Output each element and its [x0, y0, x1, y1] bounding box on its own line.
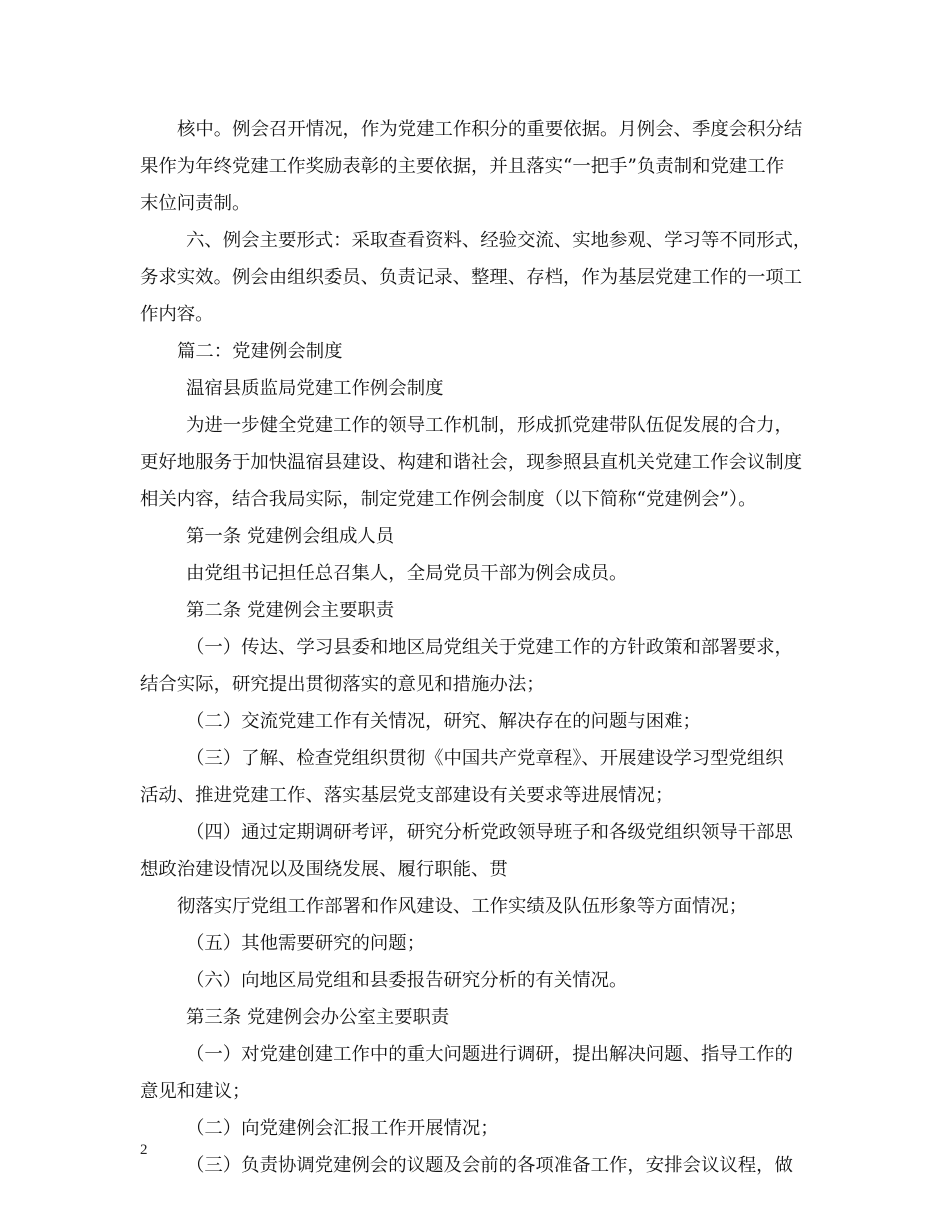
- text-line: 由党组书记担任总召集人，全局党员干部为例会成员。: [186, 563, 628, 584]
- text-line: 核中。例会召开情况，作为党建工作积分的重要依据。月例会、季度会积分结: [177, 119, 803, 140]
- text-line: 结合实际，研究提出贯彻落实的意见和措施办法；: [140, 674, 545, 695]
- text-line: 相关内容，结合我局实际，制定党建工作例会制度（以下简称“党建例会”）。: [140, 489, 757, 510]
- text-line: 果作为年终党建工作奖励表彰的主要依据，并且落实“一把手”负责制和党建工作: [140, 156, 785, 177]
- text-line: 更好地服务于加快温宿县建设、构建和谐社会，现参照县直机关党建工作会议制度: [140, 452, 803, 473]
- text-line: 想政治建设情况以及围绕发展、履行职能、贯: [140, 859, 508, 880]
- article-heading: 第一条 党建例会组成人员: [186, 526, 395, 547]
- text-line: （三）了解、检查党组织贯彻《中国共产党章程》、开展建设学习型党组织: [186, 748, 784, 769]
- article-heading: 第二条 党建例会主要职责: [186, 600, 395, 621]
- article-heading: 第三条 党建例会办公室主要职责: [186, 1007, 450, 1028]
- text-line: （四）通过定期调研考评，研究分析党政领导班子和各级党组织领导干部思: [186, 822, 793, 843]
- text-line: 务求实效。例会由组织委员、负责记录、整理、存档，作为基层党建工作的一项工: [140, 267, 803, 288]
- text-line: （三）负责协调党建例会的议题及会前的各项准备工作，安排会议议程，做: [186, 1155, 793, 1176]
- text-line: 彻落实厅党组工作部署和作风建设、工作实绩及队伍形象等方面情况；: [177, 896, 748, 917]
- text-line: 作内容。: [140, 304, 214, 325]
- text-line: 为进一步健全党建工作的领导工作机制，形成抓党建带队伍促发展的合力，: [186, 415, 793, 436]
- text-line: （一）对党建创建工作中的重大问题进行调研，提出解决问题、指导工作的: [186, 1044, 793, 1065]
- page-number: 2: [140, 1142, 148, 1158]
- text-line: 活动、推进党建工作、落实基层党支部建设有关要求等进展情况；: [140, 785, 674, 806]
- text-line: 六、例会主要形式：采取查看资料、经验交流、实地参观、学习等不同形式，: [186, 230, 812, 251]
- text-line: （六）向地区局党组和县委报告研究分析的有关情况。: [186, 970, 628, 991]
- text-line: 意见和建议；: [140, 1081, 251, 1102]
- text-line: （二）向党建例会汇报工作开展情况；: [186, 1118, 499, 1139]
- text-line: （二）交流党建工作有关情况，研究、解决存在的问题与困难；: [186, 711, 701, 732]
- text-line: 末位问责制。: [140, 193, 251, 214]
- section-heading: 篇二：党建例会制度: [177, 341, 343, 362]
- text-line: （五）其他需要研究的问题；: [186, 933, 426, 954]
- text-line: （一）传达、学习县委和地区局党组关于党建工作的方针政策和部署要求，: [186, 637, 793, 658]
- document-title: 温宿县质监局党建工作例会制度: [186, 378, 444, 399]
